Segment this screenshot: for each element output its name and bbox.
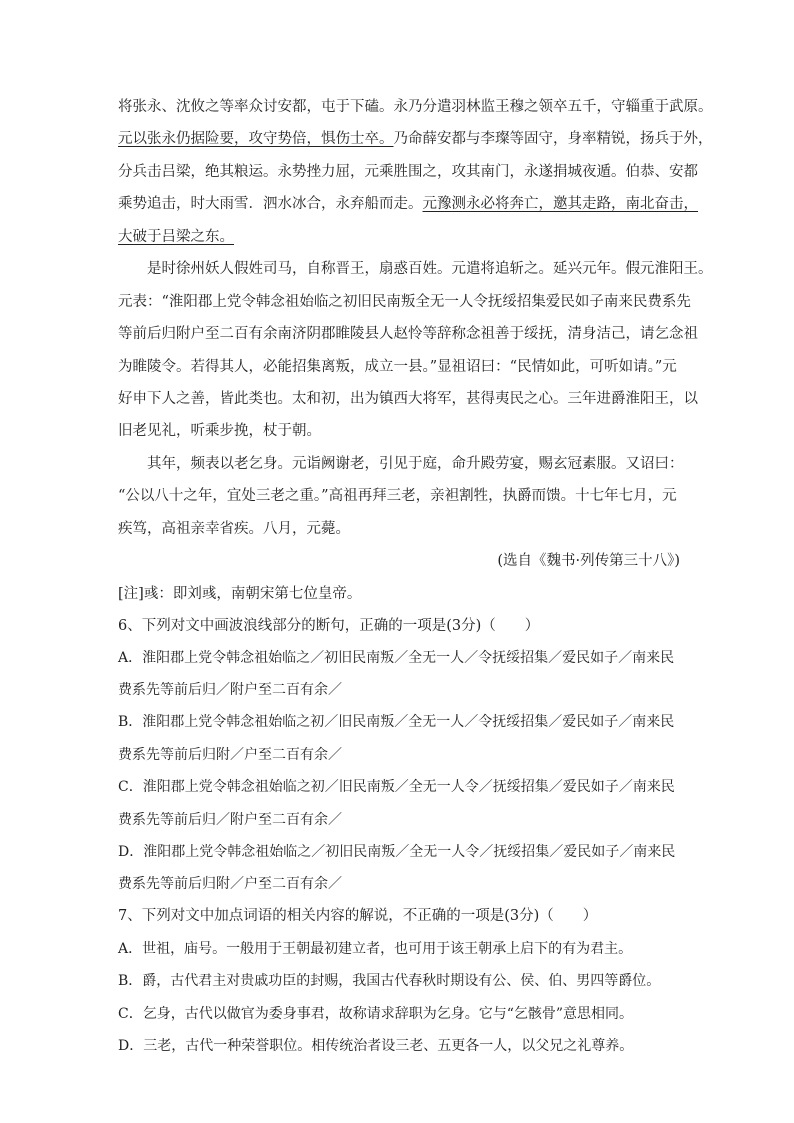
passage-text: 将张永、沈攸之等率众讨安都，屯于下磕。永乃分遣羽林监王穆之领卒五千，守辎重于武原。 (118, 99, 713, 115)
passage-text: 疾笃，高祖亲幸省疾。八月，元薨。 (118, 521, 350, 537)
passage-line (118, 454, 684, 474)
passage-text: 其年，频表以老乞身。元诣阙谢老，引见于庭，命升殿劳宴，赐玄冠素服。又诏曰： (118, 456, 684, 472)
passage-line (118, 259, 713, 279)
passage-text: 旧老见礼，听乘步挽，杖于朝。 (118, 423, 321, 439)
q6-option-b-cont: 费系先等前后归附／户至二百有余／ (118, 747, 342, 763)
passage-text: 是时徐州妖人假姓司马，自称晋王，扇惑百姓。元遣将追斩之。延兴元年。假元淮阳王。 (118, 261, 713, 277)
passage-text: 等前后归附户至二百有余南济阴郡睢陵县人赵怜等辞称念祖善于绥抚，清身洁己，请乞念祖 (118, 326, 698, 342)
passage-line (118, 486, 680, 506)
passage-line (118, 129, 713, 149)
q6-option-a: A．淮阳郡上党令韩念祖始临之／初旧民南叛／全无一人／令抚绥招集／爱民如子／南来民 (118, 650, 675, 666)
q6-option-c: C．淮阳郡上党令韩念祖始临之初／旧民南叛／全无一人令／抚绥招集／爱民如子／南来民 (118, 779, 675, 795)
underlined-sentence: 元豫测永必将奔亡，邀其走路，南北奋击， (422, 196, 698, 212)
q6-option-b: B．淮阳郡上党令韩念祖始临之初／旧民南叛／全无一人／令抚绥招集／爱民如子／南来民 (118, 714, 675, 730)
passage-text: 分兵击吕梁，绝其粮运。永势挫力屈，元乘胜围之，攻其南门，永遂捐城夜遁。伯恭、安都 (118, 164, 698, 180)
underlined-sentence: 大破于吕梁之东。 (118, 229, 234, 245)
q7-option-d: D．三老，古代一种荣誉职位。相传统治者设三老、五更各一人，以父兄之礼尊养。 (118, 1038, 634, 1054)
q6-option-d: D．淮阳郡上党令韩念祖始临之／初旧民南叛／全无一人令／抚绥招集／爱民如子／南来民 (118, 844, 676, 860)
underlined-sentence: 元以张永仍据险要，攻守势倍，惧伤士卒。 (118, 131, 394, 147)
q6-option-c-cont: 费系先等前后归／附户至二百有余／ (118, 812, 342, 828)
passage-text: 乘势追击，时大雨雪．泗水冰合，永弃船而走。 (118, 196, 423, 212)
q7-option-c: C．乞身，古代以做官为委身事君，故称请求辞职为乞身。它与“乞骸骨”意思相同。 (118, 1006, 634, 1022)
passage-text: 乃命薛安都与李璨等固守，身率精锐，扬兵于外， (393, 131, 713, 147)
passage-text: 元表：“淮阳郡上党令韩念祖始临之初旧民南叛全无一人令抚绥招集爱民如子南来民费系先 (118, 294, 691, 310)
passage-line (118, 97, 713, 117)
passage-line (118, 194, 698, 214)
q6-option-a-cont: 费系先等前后归／附户至二百有余／ (118, 682, 342, 698)
passage-line (118, 162, 698, 182)
q6-option-d-cont: 费系先等前后归附／户至二百有余／ (118, 876, 342, 892)
passage-text: 好申下人之善，皆此类也。太和初，出为镇西大将军，甚得夷民之心。三年进爵淮阳王，以 (118, 391, 698, 407)
q7-option-a: A．世祖，庙号。一般用于王朝最初建立者，也可用于该王朝承上启下的有为君主。 (118, 941, 633, 957)
passage-line (118, 324, 698, 344)
passage-line (118, 389, 698, 409)
passage-line (118, 227, 680, 247)
q7-option-b: B．爵，古代君主对贵戚功臣的封赐，我国古代春秋时期设有公、侯、伯、男四等爵位。 (118, 973, 661, 989)
footnote: [注]彧：即刘彧，南朝宋第七位皇帝。 (118, 586, 362, 602)
question-6-stem: 6、下列对文中画波浪线部分的断句，正确的一项是(3分)（ ） (118, 618, 540, 634)
passage-line (118, 519, 680, 539)
source-citation: (选自《魏书·列传第三十八》) (497, 553, 680, 569)
question-7-stem: 7、下列对文中加点词语的相关内容的解说，不正确的一项是(3分)（ ） (118, 908, 598, 924)
passage-line (118, 292, 691, 312)
passage-line (118, 357, 680, 377)
passage-line (118, 421, 680, 441)
passage-text: “公以八十之年，宜处三老之重。”高祖再拜三老，亲袒割牲，执爵而馈。十七年七月，元 (118, 488, 677, 504)
passage-text: 为睢陵令。若得其人，必能招集离叛，成立一县。”显祖诏曰：“民情如此，可听如请。”元 (118, 359, 677, 375)
